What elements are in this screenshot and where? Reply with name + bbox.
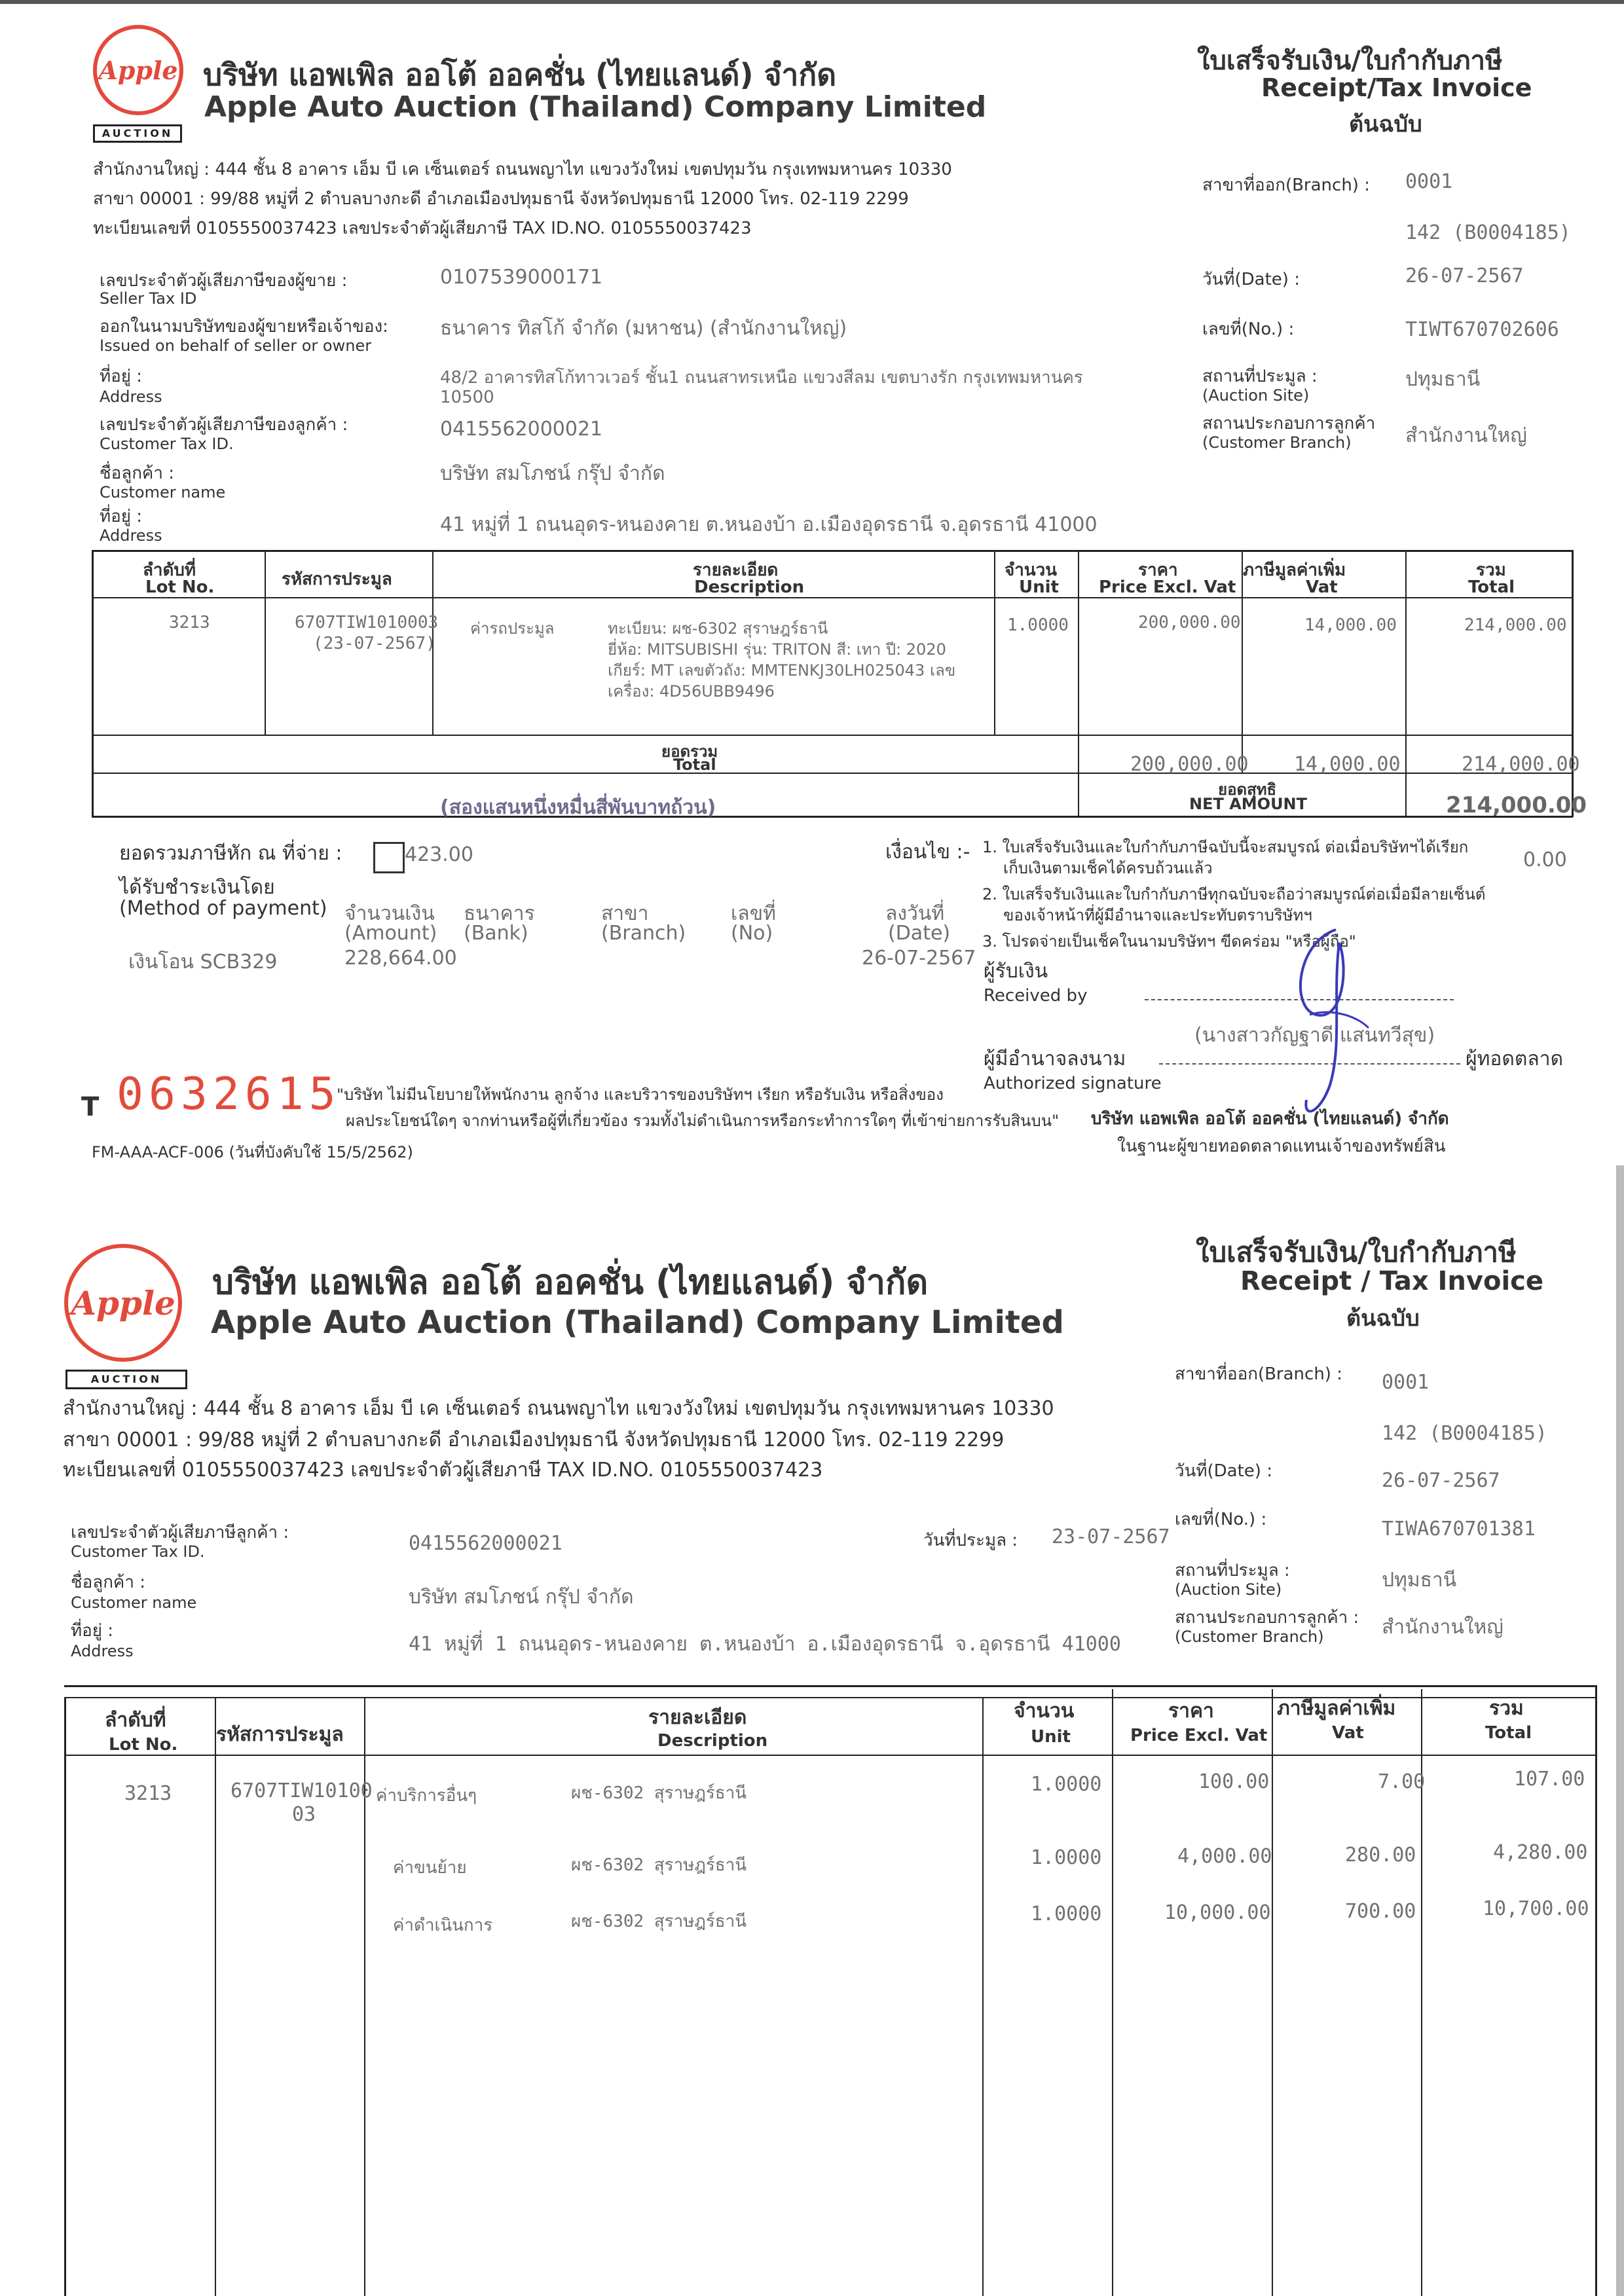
hq-address: สำนักงานใหญ่ : 444 ชั้น 8 อาคาร เอ็ม บี เค เซ็นเตอร์ ถนนพญาไท แขวงวังใหม่ เขตปทุมวัน กรุงเทพมหานคร 10330	[63, 1397, 1054, 1420]
col-branch: สาขา	[601, 902, 649, 925]
customer-tax-label-en: Customer Tax ID.	[100, 435, 234, 453]
col-branch-en: (Branch)	[601, 922, 686, 945]
branch-label: สาขาที่ออก(Branch) :	[1202, 175, 1370, 195]
customer-name-value: บริษัท สมโภชน์ กรุ๊ป จำกัด	[440, 462, 665, 485]
received-by-label-en: Received by	[984, 986, 1088, 1006]
sum-label: ยอดรวม	[661, 742, 718, 761]
no-label: เลขที่(No.) :	[1175, 1510, 1267, 1529]
line-item-name: ค่าดำเนินการ	[393, 1916, 493, 1935]
issued-label-en: Issued on behalf of seller or owner	[100, 337, 372, 355]
row-code: 6707TIW1010003	[295, 613, 439, 632]
form-code: FM-AAA-ACF-006 (วันที่บังคับใช้ 15/5/2562)	[92, 1143, 413, 1161]
date-value: 26-07-2567	[1405, 264, 1524, 287]
auctioneer-label: ผู้ทอดตลาด	[1466, 1048, 1564, 1070]
row-vat: 14,000.00	[1304, 615, 1397, 635]
th-price-en: Price Excl. Vat	[1130, 1726, 1268, 1745]
th-price: ราคา	[1138, 560, 1178, 580]
authorized-label-en: Authorized signature	[984, 1074, 1162, 1093]
line-item-vat: 280.00	[1345, 1844, 1416, 1867]
payment-date: 26-07-2567	[862, 947, 976, 970]
customer-address-value: 41 หมู่ที่ 1 ถนนอุดร-หนองคาย ต.หนองบ้า อ.เมืองอุดรธานี จ.อุดรธานี 41000	[409, 1633, 1121, 1656]
th-unit: จำนวน	[1014, 1700, 1075, 1722]
th-total-en: Total	[1468, 577, 1515, 597]
th-vat: ภาษีมูลค่าเพิ่ม	[1243, 560, 1346, 580]
signature-mark	[1270, 917, 1382, 1126]
th-lot-en: Lot No.	[109, 1735, 178, 1755]
net-label-en: NET AMOUNT	[1189, 795, 1308, 813]
col-no-en: (No)	[731, 922, 773, 945]
condition-2b: ของเจ้าหน้าที่ผู้มีอำนาจและประทับตราบริษัทฯ	[1003, 906, 1312, 924]
paid-by-label-en: (Method of payment)	[119, 897, 327, 920]
sum-total: 214,000.00	[1462, 753, 1580, 776]
company-role: ในฐานะผู้ขายทอดตลาดแทนเจ้าของทรัพย์สิน	[1117, 1137, 1446, 1156]
branch-label: สาขาที่ออก(Branch) :	[1175, 1364, 1342, 1384]
branch-code: 142 (B0004185)	[1382, 1422, 1547, 1445]
line-item-total: 107.00	[1514, 1768, 1585, 1791]
conditions-label: เงื่อนไข :-	[885, 841, 970, 864]
date-label: วันที่(Date) :	[1175, 1461, 1272, 1481]
condition-1: 1. ใบเสร็จรับเงินและใบกำกับภาษีฉบับนี้จะสมบูรณ์ ต่อเมื่อบริษัทฯได้เรียก	[982, 838, 1469, 856]
auction-date-value: 23-07-2567	[1052, 1525, 1170, 1548]
seller-address-label: ที่อยู่ :	[100, 367, 143, 386]
seller-tax-label-en: Seller Tax ID	[100, 289, 197, 308]
no-value: TIWT670702606	[1405, 318, 1559, 341]
receiver-name: (นางสาวกัญฐาดี แสนทวีสุข)	[1194, 1024, 1435, 1047]
auction-badge: AUCTION	[65, 1370, 187, 1389]
net-value: 214,000.00	[1446, 792, 1587, 818]
auction-site-value: ปทุมธานี	[1405, 368, 1481, 391]
customer-tax-label: เลขประจำตัวผู้เสียภาษีของลูกค้า :	[100, 415, 348, 435]
doc-copy-label: ต้นฉบับ	[1349, 111, 1422, 137]
auction-site-label: สถานที่ประมูล :	[1202, 367, 1318, 386]
registration-line: ทะเบียนเลขที่ 0105550037423 เลขประจำตัวผู้เสียภาษี TAX ID.NO. 0105550037423	[63, 1459, 823, 1482]
seller-tax-value: 0107539000171	[440, 266, 603, 289]
row-lot: 3213	[169, 613, 210, 632]
condition-2: 2. ใบเสร็จรับเงินและใบกำกับภาษีทุกฉบับจะถือว่าสมบูรณ์ต่อเมื่อมีลายเซ็นต์	[982, 885, 1486, 903]
th-lot-en: Lot No.	[145, 577, 215, 597]
th-price-en: Price Excl. Vat	[1099, 577, 1236, 597]
col-bank-en: (Bank)	[464, 922, 528, 945]
row-desc-1: ทะเบียน: ผช-6302 สุราษฎร์ธานี	[608, 619, 828, 638]
authorized-label: ผู้มีอำนาจลงนาม	[984, 1048, 1126, 1070]
policy-line-2: ผลประโยชน์ใดๆ จากท่านหรือผู้ที่เกี่ยวข้อง รวมทั้งไม่ดำเนินการหรือกระทำการใดๆ ที่เข้าข่ายการรับสินบน"	[346, 1112, 1060, 1130]
line-item-desc: ผช-6302 สุราษฎร์ธานี	[571, 1912, 747, 1931]
customer-address-value: 41 หมู่ที่ 1 ถนนอุดร-หนองคาย ต.หนองบ้า อ.เมืองอุดรธานี จ.อุดรธานี 41000	[440, 513, 1098, 536]
row-total: 214,000.00	[1464, 615, 1567, 635]
no-value: TIWA670701381	[1382, 1518, 1536, 1540]
withholding-label: ยอดรวมภาษีหัก ณ ที่จ่าย :	[119, 842, 342, 865]
th-desc: รายละเอียด	[648, 1706, 747, 1729]
customer-branch-value: สำนักงานใหญ่	[1405, 424, 1527, 447]
line-item-name: ค่าบริการอื่นๆ	[376, 1786, 477, 1806]
auction-badge: AUCTION	[93, 124, 182, 143]
line-item-name: ค่าขนย้าย	[393, 1858, 467, 1878]
auction-site-label-en: (Auction Site)	[1175, 1580, 1282, 1599]
apple-logo-icon: Apple	[93, 25, 183, 115]
row-unit: 1.0000	[1007, 615, 1069, 635]
no-label: เลขที่(No.) :	[1202, 319, 1295, 339]
row-desc-3: เกียร์: MT เลขตัวถัง: MMTENKJ30LH025043 เลข	[608, 661, 956, 680]
amount-in-words: (สองแสนหนึ่งหมื่นสี่พันบาทถ้วน)	[440, 796, 716, 819]
line-item-desc: ผช-6302 สุราษฎร์ธานี	[571, 1783, 747, 1803]
seller-tax-label: เลขประจำตัวผู้เสียภาษีของผู้ขาย :	[100, 271, 348, 291]
serial-prefix: T	[81, 1092, 100, 1122]
withholding-value: 423.00	[405, 843, 473, 866]
th-total-en: Total	[1485, 1723, 1532, 1743]
doc-title-th: ใบเสร็จรับเงิน/ใบกำกับภาษี	[1196, 1236, 1517, 1268]
th-unit-en: Unit	[1019, 577, 1059, 597]
th-total: รวม	[1489, 1697, 1524, 1720]
row-code-date: (23-07-2567)	[313, 634, 436, 653]
customer-tax-label-en: Customer Tax ID.	[71, 1542, 205, 1561]
company-name-th: บริษัท แอพเพิล ออโต้ ออคชั่น (ไทยแลนด์) จำกัด	[203, 57, 837, 92]
line-item-vat: 700.00	[1345, 1900, 1416, 1923]
line-item-price: 4,000.00	[1177, 1845, 1272, 1868]
customer-branch-label-en: (Customer Branch)	[1202, 433, 1352, 452]
col-date: ลงวันที่	[885, 902, 945, 925]
scan-right-edge	[1616, 1165, 1624, 2296]
branch-value: 0001	[1382, 1371, 1430, 1394]
auction-site-value: ปทุมธานี	[1382, 1569, 1457, 1592]
customer-branch-label: สถานประกอบการลูกค้า	[1202, 414, 1376, 433]
th-vat-en: Vat	[1306, 577, 1338, 597]
th-code: รหัสการประมูล	[216, 1723, 344, 1746]
row-desc-4: เครื่อง: 4D56UBB9496	[608, 682, 775, 701]
auction-site-label-en: (Auction Site)	[1202, 386, 1310, 405]
line-item-unit: 1.0000	[1031, 1846, 1102, 1869]
date-value: 26-07-2567	[1382, 1469, 1500, 1492]
company-name-en: Apple Auto Auction (Thailand) Company Limited	[211, 1304, 1064, 1341]
payment-amount: 228,664.00	[344, 947, 457, 970]
issued-value: ธนาคาร ทิสโก้ จำกัด (มหาชน) (สำนักงานใหญ่)	[440, 317, 847, 340]
condition-1b: เก็บเงินตามเช็คได้ครบถ้วนแล้ว	[1003, 859, 1213, 877]
sum-label-en: Total	[673, 756, 716, 774]
col-amount: จำนวนเงิน	[344, 902, 435, 925]
customer-tax-label: เลขประจำตัวผู้เสียภาษีลูกค้า :	[71, 1523, 289, 1542]
line-item-desc: ผช-6302 สุราษฎร์ธานี	[571, 1855, 747, 1875]
branch-code: 142 (B0004185)	[1405, 221, 1571, 244]
th-unit: จำนวน	[1005, 560, 1057, 580]
th-total: รวม	[1476, 560, 1506, 580]
policy-line-1: "บริษัท ไม่มีนโยบายให้พนักงาน ลูกจ้าง และบริวารของบริษัทฯ เรียก หรือรับเงิน หรือสิ่งของ	[337, 1085, 944, 1104]
received-by-label: ผู้รับเงิน	[984, 960, 1048, 983]
row-code: 6707TIW10100	[231, 1779, 373, 1802]
registration-line: ทะเบียนเลขที่ 0105550037423 เลขประจำตัวผู้เสียภาษี TAX ID.NO. 0105550037423	[93, 219, 752, 238]
row-code-2: 03	[292, 1803, 316, 1826]
customer-branch-label-en: (Customer Branch)	[1175, 1628, 1324, 1646]
th-vat: ภาษีมูลค่าเพิ่ม	[1277, 1697, 1396, 1720]
row-desc-type: ค่ารถประมูล	[470, 619, 555, 638]
date-label: วันที่(Date) :	[1202, 270, 1300, 289]
branch-value: 0001	[1405, 170, 1453, 193]
customer-address-label: ที่อยู่ :	[71, 1621, 114, 1641]
doc-title-en: Receipt/Tax Invoice	[1261, 73, 1532, 102]
customer-name-value: บริษัท สมโภชน์ กรุ๊ป จำกัด	[409, 1586, 634, 1609]
th-desc: รายละเอียด	[693, 560, 779, 580]
sum-price: 200,000.00	[1130, 753, 1249, 776]
hq-address: สำนักงานใหญ่ : 444 ชั้น 8 อาคาร เอ็ม บี เค เซ็นเตอร์ ถนนพญาไท แขวงวังใหม่ เขตปทุมวัน กรุงเทพมหานคร 10330	[93, 160, 952, 179]
doc-title-th: ใบเสร็จรับเงิน/ใบกำกับภาษี	[1197, 46, 1503, 76]
seller-address-label-en: Address	[100, 388, 162, 406]
th-desc-en: Description	[657, 1731, 768, 1751]
line-item-price: 10,000.00	[1164, 1901, 1271, 1924]
apple-logo-icon: Apple	[64, 1244, 182, 1362]
withholding-checkbox	[373, 842, 405, 873]
paid-by-label: ได้รับชำระเงินโดย	[119, 876, 275, 899]
th-desc-en: Description	[694, 577, 805, 597]
col-date-en: (Date)	[888, 922, 951, 945]
company-sign: บริษัท แอพเพิล ออโต้ ออคชั่น (ไทยแลนด์) จำกัด	[1091, 1109, 1449, 1129]
condition-3: 3. โปรดจ่ายเป็นเช็คในนามบริษัทฯ ขีดคร่อม "หรือผู้ถือ"	[982, 932, 1356, 951]
th-lot: ลำดับที่	[105, 1709, 166, 1732]
sum-vat: 14,000.00	[1294, 753, 1401, 776]
seller-address-value: 48/2 อาคารทิสโก้ทาวเวอร์ ชั้น1 ถนนสาทรเหนือ แขวงสีลม เขตบางรัก กรุงเทพมหานคร	[440, 368, 1083, 388]
seller-address-zip: 10500	[440, 388, 494, 407]
th-vat-en: Vat	[1332, 1723, 1364, 1743]
serial-number: 0632615	[117, 1068, 341, 1120]
customer-tax-value: 0415562000021	[409, 1532, 563, 1555]
line-item-unit: 1.0000	[1031, 1903, 1102, 1925]
line-item-vat: 7.00	[1378, 1770, 1426, 1793]
doc-copy-label: ต้นฉบับ	[1346, 1305, 1420, 1332]
line-item-total: 4,280.00	[1493, 1841, 1588, 1864]
col-amount-en: (Amount)	[344, 922, 437, 945]
doc-title-en: Receipt / Tax Invoice	[1240, 1266, 1544, 1296]
customer-address-label-en: Address	[71, 1642, 134, 1660]
customer-name-label-en: Customer name	[100, 483, 226, 501]
th-lot: ลำดับที่	[143, 560, 196, 580]
th-price: ราคา	[1168, 1700, 1214, 1722]
customer-address-label: ที่อยู่ :	[100, 507, 143, 526]
branch-address: สาขา 00001 : 99/88 หมู่ที่ 2 ตำบลบางกะดี อำเภอเมืองปทุมธานี จังหวัดปทุมธานี 12000 โทร. 02-119 2299	[63, 1429, 1005, 1451]
customer-branch-value: สำนักงานใหญ่	[1382, 1616, 1504, 1639]
net-label: ยอดสุทธิ	[1218, 780, 1277, 799]
scan-top-edge	[0, 0, 1624, 4]
condition-value: 0.00	[1523, 848, 1567, 871]
customer-tax-value: 0415562000021	[440, 418, 603, 441]
customer-branch-label: สถานประกอบการลูกค้า :	[1175, 1608, 1359, 1628]
line-item-price: 100.00	[1198, 1770, 1270, 1793]
company-name-th: บริษัท แอพเพิล ออโต้ ออคชั่น (ไทยแลนด์) จำกัด	[212, 1263, 929, 1302]
col-no: เลขที่	[731, 902, 776, 925]
issued-label: ออกในนามบริษัทของผู้ขายหรือเจ้าของ:	[100, 317, 388, 337]
customer-name-label: ชื่อลูกค้า :	[71, 1573, 145, 1592]
th-code: รหัสการประมูล	[282, 570, 392, 589]
company-name-en: Apple Auto Auction (Thailand) Company Limited	[204, 90, 987, 124]
auction-site-label: สถานที่ประมูล :	[1175, 1561, 1290, 1580]
col-bank: ธนาคาร	[464, 902, 535, 925]
customer-address-label-en: Address	[100, 526, 162, 545]
branch-address: สาขา 00001 : 99/88 หมู่ที่ 2 ตำบลบางกะดี อำเภอเมืองปทุมธานี จังหวัดปทุมธานี 12000 โทร. 02-119 2299	[93, 189, 909, 209]
line-item-unit: 1.0000	[1031, 1773, 1102, 1796]
customer-name-label: ชื่อลูกค้า :	[100, 464, 174, 483]
payment-method: เงินโอน SCB329	[128, 951, 278, 974]
line-item-total: 10,700.00	[1483, 1897, 1589, 1920]
customer-name-label-en: Customer name	[71, 1594, 197, 1612]
th-unit-en: Unit	[1031, 1727, 1071, 1747]
row-lot: 3213	[124, 1782, 172, 1805]
auction-date-label: วันที่ประมูล :	[923, 1531, 1018, 1550]
row-price: 200,000.00	[1138, 613, 1241, 632]
row-desc-2: ยี่ห้อ: MITSUBISHI รุ่น: TRITON สี: เทา ปี: 2020	[608, 640, 946, 659]
